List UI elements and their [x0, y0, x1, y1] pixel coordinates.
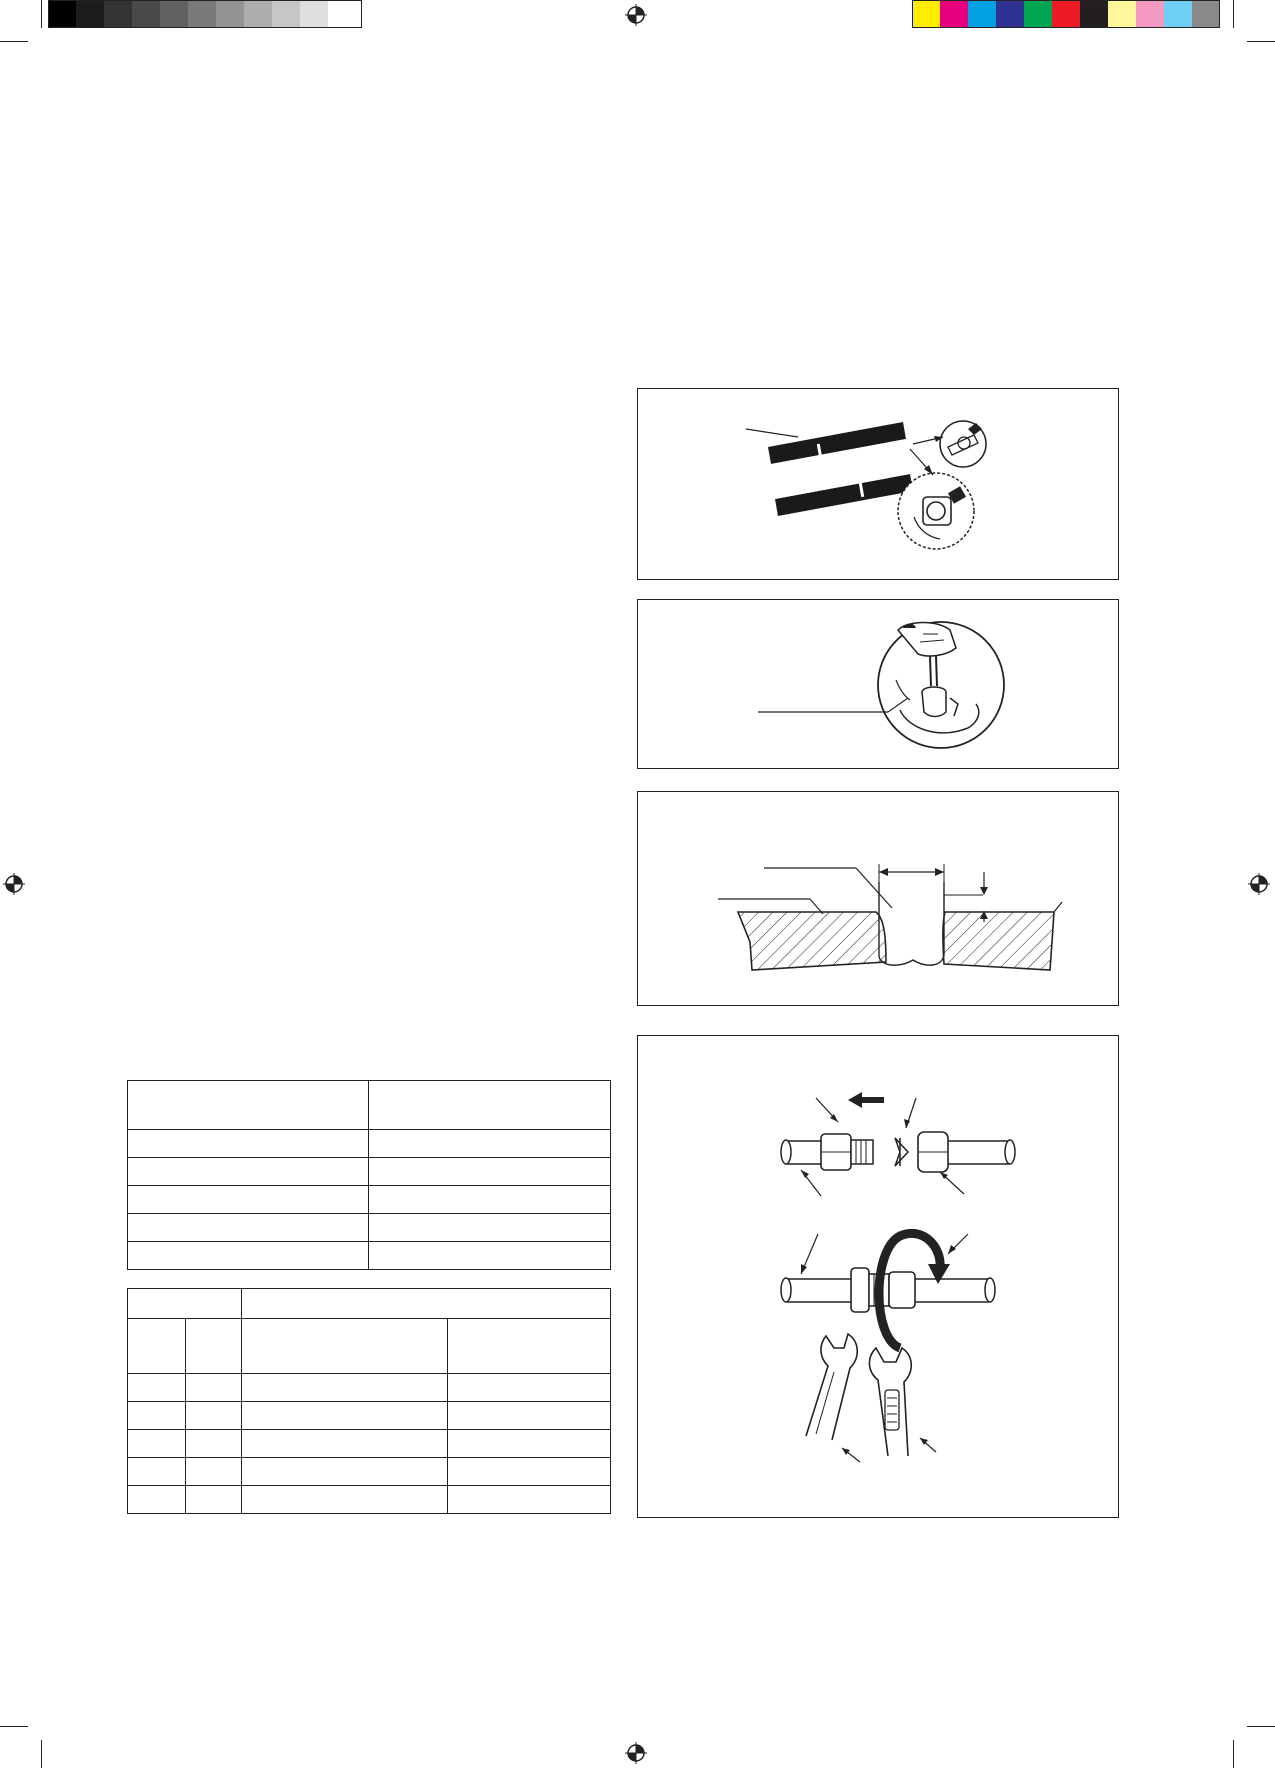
table-cell: [186, 1402, 242, 1430]
table-cell: [369, 1214, 611, 1242]
table-header-cell: [448, 1319, 611, 1374]
table-header-cell: [242, 1289, 611, 1319]
table-row: [128, 1186, 611, 1214]
table-cell: [128, 1374, 186, 1402]
figure-burr-removal: [637, 599, 1119, 769]
table-cell: [369, 1186, 611, 1214]
table-row: [128, 1402, 611, 1430]
crop-mark-top-left-v: [41, 0, 42, 28]
flare-nut-connection-icon: [638, 1036, 1120, 1519]
crosshair-circle-icon: [625, 1742, 647, 1764]
copper-pipe: [746, 422, 913, 516]
table-row: [128, 1486, 611, 1514]
crosshair-circle-icon: [625, 4, 647, 26]
table-cell: [186, 1374, 242, 1402]
registration-mark-left: [3, 873, 25, 895]
table-cell: [369, 1130, 611, 1158]
pipe-cutter-icon: [638, 389, 1120, 581]
table-cell: [186, 1486, 242, 1514]
table-row: [128, 1130, 611, 1158]
grayscale-color-bar: [48, 0, 362, 28]
table-cell: [186, 1430, 242, 1458]
registration-mark-top: [625, 4, 647, 26]
table-cell: [242, 1402, 448, 1430]
table-header-cell: [369, 1081, 611, 1130]
table-header-row: [128, 1289, 611, 1319]
table-cell: [242, 1486, 448, 1514]
registration-mark-bottom: [625, 1742, 647, 1764]
table-cell: [448, 1458, 611, 1486]
table-header-row: [128, 1081, 611, 1130]
reamer-icon: [638, 600, 1120, 770]
spec-table-2: [127, 1288, 611, 1514]
cutter-detail-small: [913, 421, 986, 467]
flare-section-icon: [638, 792, 1120, 1007]
table-cell: [242, 1458, 448, 1486]
table-cell: [128, 1430, 186, 1458]
table-cell: [448, 1374, 611, 1402]
table-header-cell: [128, 1289, 242, 1319]
crop-mark-top-right-h: [1247, 41, 1275, 42]
registration-mark-right: [1248, 873, 1270, 895]
table-cell: [128, 1130, 369, 1158]
table-header-cell: [128, 1319, 186, 1374]
spec-table-1: [127, 1080, 611, 1270]
table-cell: [448, 1486, 611, 1514]
table-row: [128, 1214, 611, 1242]
table-row: [128, 1374, 611, 1402]
union-disassembled: [781, 1092, 1015, 1196]
table-cell: [448, 1430, 611, 1458]
table-cell: [369, 1242, 611, 1270]
crosshair-circle-icon: [1248, 873, 1270, 895]
table-cell: [242, 1430, 448, 1458]
table-cell: [128, 1158, 369, 1186]
crop-mark-top-left-h: [0, 41, 28, 42]
table-row: [128, 1242, 611, 1270]
table-cell: [128, 1214, 369, 1242]
table-row: [128, 1158, 611, 1186]
table-row: [128, 1458, 611, 1486]
table-cell: [369, 1158, 611, 1186]
process-bar-frame: [912, 0, 1220, 28]
table-row: [128, 1430, 611, 1458]
crop-mark-bottom-right-v: [1233, 1740, 1234, 1768]
spanner-icon: [806, 1334, 860, 1462]
table-cell: [242, 1374, 448, 1402]
crop-mark-bottom-left-h: [0, 1726, 28, 1727]
union-tightening: [781, 1233, 995, 1348]
table-header-cell: [128, 1081, 369, 1130]
crosshair-circle-icon: [3, 873, 25, 895]
crop-mark-bottom-right-h: [1247, 1726, 1275, 1727]
table-header-cell: [186, 1319, 242, 1374]
figure-pipe-cutting: [637, 388, 1119, 580]
table-cell: [128, 1242, 369, 1270]
crop-mark-top-right-v: [1233, 0, 1234, 28]
table-header-cell: [242, 1319, 448, 1374]
table-cell: [448, 1402, 611, 1430]
process-color-bar: [912, 0, 1220, 28]
figure-flare-nut-tightening: [637, 1035, 1119, 1518]
torque-wrench-icon: [869, 1348, 936, 1456]
table-cell: [186, 1458, 242, 1486]
table-cell: [128, 1402, 186, 1430]
grayscale-bar-frame: [48, 0, 362, 28]
table-cell: [128, 1186, 369, 1214]
figure-flare-dimensions: [637, 791, 1119, 1006]
table-cell: [128, 1458, 186, 1486]
table-subheader-row: [128, 1319, 611, 1374]
crop-mark-bottom-left-v: [41, 1740, 42, 1768]
table-cell: [128, 1486, 186, 1514]
